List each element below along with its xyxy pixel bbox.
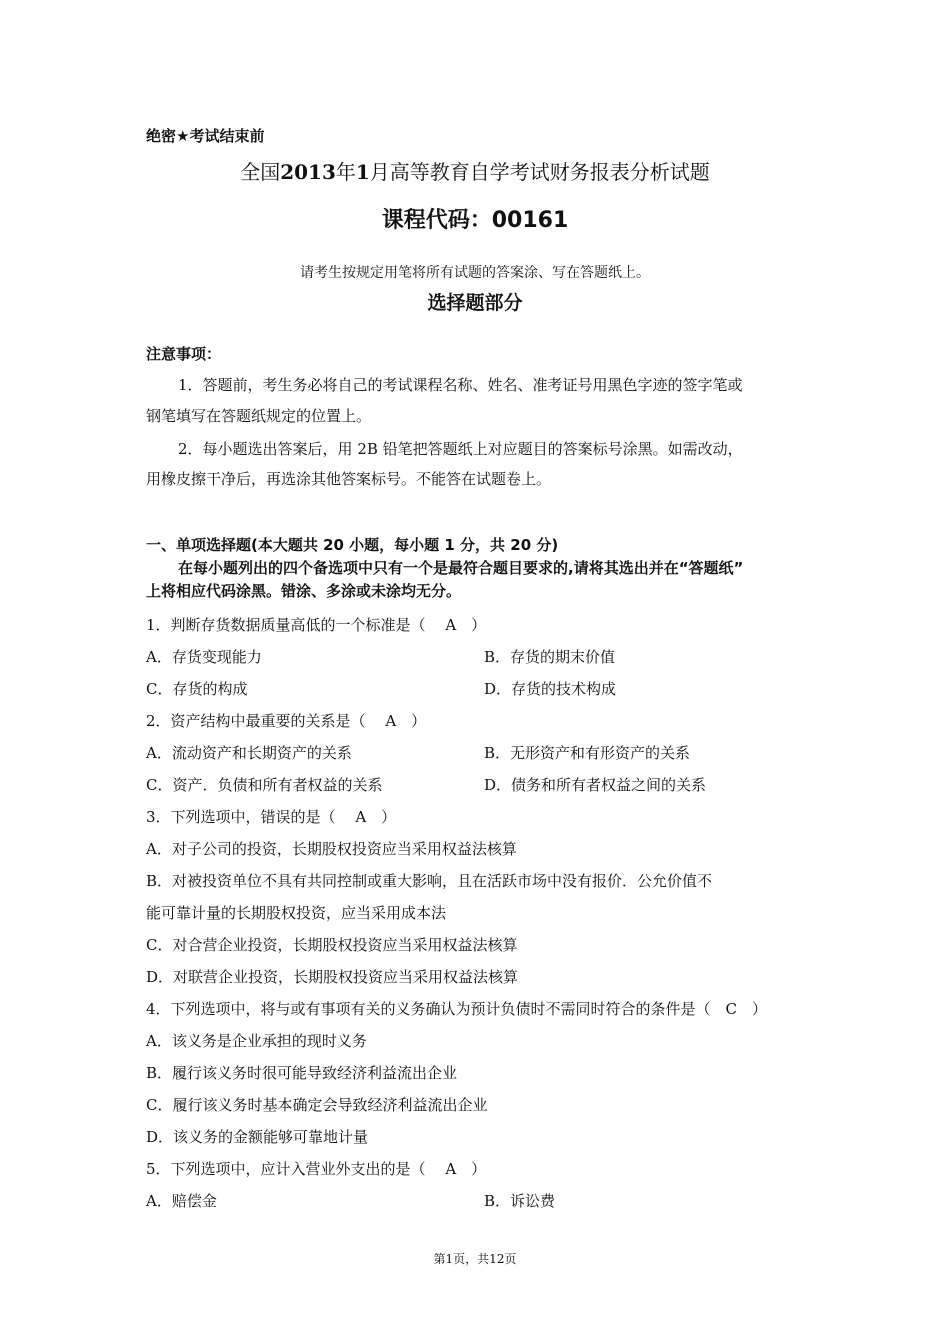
q2-option-c: C．资产．负债和所有者权益的关系 (146, 776, 383, 794)
q1-option-b: B．存货的期末价值 (484, 648, 616, 666)
part-title: 选择题部分 (427, 292, 523, 314)
title-part-c: 月高等教育自学考试财务报表分析试题 (369, 160, 710, 184)
q4-option-a: A．该义务是企业承担的现时义务 (146, 1032, 367, 1050)
note-1-line-1: 1．答题前，考生务必将自己的考试课程名称、姓名、准考证号用黑色字迹的签字笔或 (178, 376, 743, 394)
q4-option-d: D．该义务的金额能够可靠地计量 (146, 1128, 369, 1146)
exam-title (0, 156, 950, 185)
q1-option-c: C．存货的构成 (146, 680, 248, 698)
q4-option-c: C．履行该义务时基本确定会导致经济利益流出企业 (146, 1096, 488, 1114)
q5-option-a: A．赔偿金 (146, 1192, 217, 1210)
q1-option-a: A．存货变现能力 (146, 648, 262, 666)
q4-option-b: B．履行该义务时很可能导致经济利益流出企业 (146, 1064, 458, 1082)
q3-option-d: D．对联营企业投资，长期股权投资应当采用权益法核算 (146, 968, 519, 986)
note-2-line-1: 2．每小题选出答案后，用 2B 铅笔把答题纸上对应题目的答案标号涂黑。如需改动， (178, 440, 743, 458)
q3-option-b-line-1: B．对被投资单位不具有共同控制或重大影响，且在活跃市场中没有报价．公允价值不 (146, 872, 713, 890)
section-title: 一、单项选择题(本大题共 20 小题，每小题 1 分，共 20 分) (146, 536, 559, 554)
title-year: 2013 (280, 160, 336, 184)
notes-heading: 注意事项： (146, 345, 222, 363)
section-desc-line-1: 在每小题列出的四个备选项中只有一个是最符合题目要求的,请将其选出并在“答题纸” (178, 559, 744, 577)
question-5: 5．下列选项中，应计入营业外支出的是（ A ） (146, 1160, 487, 1178)
secret-label: 绝密★考试结束前 (146, 127, 265, 145)
q2-option-b: B．无形资产和有形资产的关系 (484, 744, 691, 762)
q5-option-b: B．诉讼费 (484, 1192, 556, 1210)
q1-option-d: D．存货的技术构成 (484, 680, 617, 698)
note-1-line-2: 钢笔填写在答题纸规定的位置上。 (146, 407, 372, 425)
course-code: 课程代码：00161 (381, 208, 569, 233)
question-2: 2．资产结构中最重要的关系是（ A ） (146, 712, 427, 730)
q3-option-b-line-2: 能可靠计量的长期股权投资，应当采用成本法 (146, 904, 447, 922)
question-1: 1．判断存货数据质量高低的一个标准是（ A ） (146, 616, 487, 634)
page-footer: 第1页，共12页 (433, 1252, 517, 1266)
title-part-b: 年 (335, 160, 356, 184)
q2-option-d: D．债务和所有者权益之间的关系 (484, 776, 707, 794)
answer-instruction: 请考生按规定用笔将所有试题的答案涂、写在答题纸上。 (300, 265, 650, 281)
note-2-line-2: 用橡皮擦干净后，再选涂其他答案标号。不能答在试题卷上。 (146, 470, 552, 488)
q3-option-c: C．对合营企业投资，长期股权投资应当采用权益法核算 (146, 936, 518, 954)
section-desc-line-2: 上将相应代码涂黑。错涂、多涂或未涂均无分。 (146, 582, 462, 600)
q3-option-a: A．对子公司的投资，长期股权投资应当采用权益法核算 (146, 840, 517, 858)
question-3: 3．下列选项中，错误的是（ A ） (146, 808, 397, 826)
title-part-a: 全国 (240, 160, 281, 184)
title-month: 1 (355, 160, 370, 184)
q2-option-a: A．流动资产和长期资产的关系 (146, 744, 352, 762)
question-4: 4．下列选项中，将与或有事项有关的义务确认为预计负债时不需同时符合的条件是（ C ） (146, 1000, 768, 1018)
